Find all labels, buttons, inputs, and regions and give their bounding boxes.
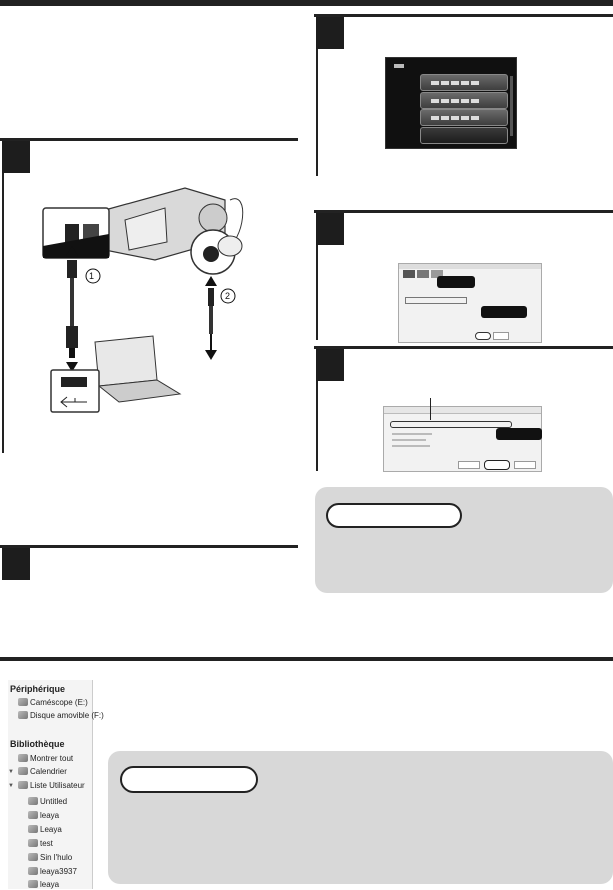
device-item[interactable]: Disque amovible (F:) bbox=[18, 711, 104, 721]
user-list-item[interactable]: leaya3937 bbox=[28, 867, 77, 877]
back-button[interactable] bbox=[458, 461, 480, 469]
step-side-rule bbox=[2, 173, 4, 453]
list-icon bbox=[28, 825, 38, 833]
user-list-item[interactable]: leaya bbox=[28, 880, 59, 890]
step-number-block bbox=[2, 548, 30, 580]
list-icon bbox=[28, 867, 38, 875]
detail-line bbox=[392, 433, 432, 435]
step-number-block bbox=[316, 349, 344, 381]
device-header: Périphérique bbox=[10, 684, 66, 694]
destination-field[interactable] bbox=[390, 421, 512, 428]
camcorder-screen bbox=[385, 57, 517, 149]
scroll-bar[interactable] bbox=[510, 76, 513, 136]
section-rule bbox=[0, 657, 613, 661]
list-icon bbox=[28, 853, 38, 861]
step-side-rule bbox=[316, 245, 318, 340]
library-header: Bibliothèque bbox=[10, 739, 65, 749]
library-item[interactable]: Calendrier bbox=[18, 767, 67, 777]
user-list-item[interactable]: Sin l'hulo bbox=[28, 853, 72, 863]
detail-line bbox=[392, 445, 430, 447]
step-number-block bbox=[2, 141, 30, 173]
memo-label bbox=[326, 503, 462, 528]
library-item[interactable]: Liste Utilisateur bbox=[18, 781, 85, 791]
av-cable bbox=[205, 276, 217, 360]
callout-number-1: 1 bbox=[89, 271, 95, 281]
connection-illustration bbox=[35, 180, 295, 420]
expand-icon[interactable]: ▼ bbox=[8, 783, 14, 789]
list-icon bbox=[28, 880, 38, 888]
cancel-button[interactable] bbox=[514, 461, 536, 469]
step-side-rule bbox=[316, 49, 318, 176]
step-header-rule bbox=[0, 545, 298, 548]
software-dialog bbox=[398, 263, 542, 343]
usb-port-zoom bbox=[43, 208, 109, 258]
user-list-icon bbox=[18, 781, 28, 789]
library-item[interactable]: Montrer tout bbox=[18, 754, 73, 764]
dialog-tab-strip bbox=[384, 407, 541, 414]
next-button[interactable] bbox=[484, 460, 510, 470]
option-row[interactable] bbox=[405, 297, 467, 304]
step-side-rule bbox=[316, 381, 318, 471]
menu-option-button[interactable] bbox=[420, 74, 508, 91]
callout-box bbox=[437, 276, 475, 288]
cancel-button[interactable] bbox=[493, 332, 509, 340]
user-list-item[interactable]: test bbox=[28, 839, 53, 849]
callout-number-2: 2 bbox=[225, 291, 231, 301]
user-list-item[interactable]: leaya bbox=[28, 811, 59, 821]
drive-icon bbox=[18, 711, 28, 719]
user-list-item[interactable]: Leaya bbox=[28, 825, 62, 835]
folder-icon bbox=[18, 754, 28, 762]
expand-icon[interactable]: ▼ bbox=[8, 769, 14, 775]
thumbnail[interactable] bbox=[403, 270, 415, 278]
laptop-illustration bbox=[95, 336, 180, 402]
step-header-rule bbox=[314, 14, 613, 17]
library-sidebar bbox=[8, 680, 104, 889]
step-number-block bbox=[316, 17, 344, 49]
dialog-title-bar bbox=[399, 264, 541, 269]
step-header-rule bbox=[314, 346, 613, 349]
user-list-item[interactable]: Untitled bbox=[28, 797, 67, 807]
menu-option-button[interactable] bbox=[420, 92, 508, 109]
usb-cable bbox=[66, 246, 78, 372]
av-port-zoom bbox=[191, 230, 242, 274]
detail-line bbox=[392, 439, 426, 441]
thumbnail[interactable] bbox=[417, 270, 429, 278]
device-item[interactable]: Caméscope (E:) bbox=[18, 698, 88, 708]
callout-box bbox=[496, 428, 542, 440]
memo-label bbox=[120, 766, 258, 793]
step-header-rule bbox=[314, 210, 613, 213]
ok-button[interactable] bbox=[475, 332, 491, 340]
camcorder-icon bbox=[18, 698, 28, 706]
menu-option-button[interactable] bbox=[420, 109, 508, 126]
calendar-icon bbox=[18, 767, 28, 775]
list-icon bbox=[28, 811, 38, 819]
pointer-line bbox=[430, 398, 431, 420]
menu-option-button[interactable] bbox=[420, 127, 508, 144]
step-number-block bbox=[316, 213, 344, 245]
screen-header bbox=[394, 64, 404, 68]
list-icon bbox=[28, 797, 38, 805]
pc-usb-port-zoom bbox=[51, 370, 99, 412]
top-rule bbox=[0, 0, 613, 6]
step-header-rule bbox=[0, 138, 298, 141]
callout-box bbox=[481, 306, 527, 318]
list-icon bbox=[28, 839, 38, 847]
